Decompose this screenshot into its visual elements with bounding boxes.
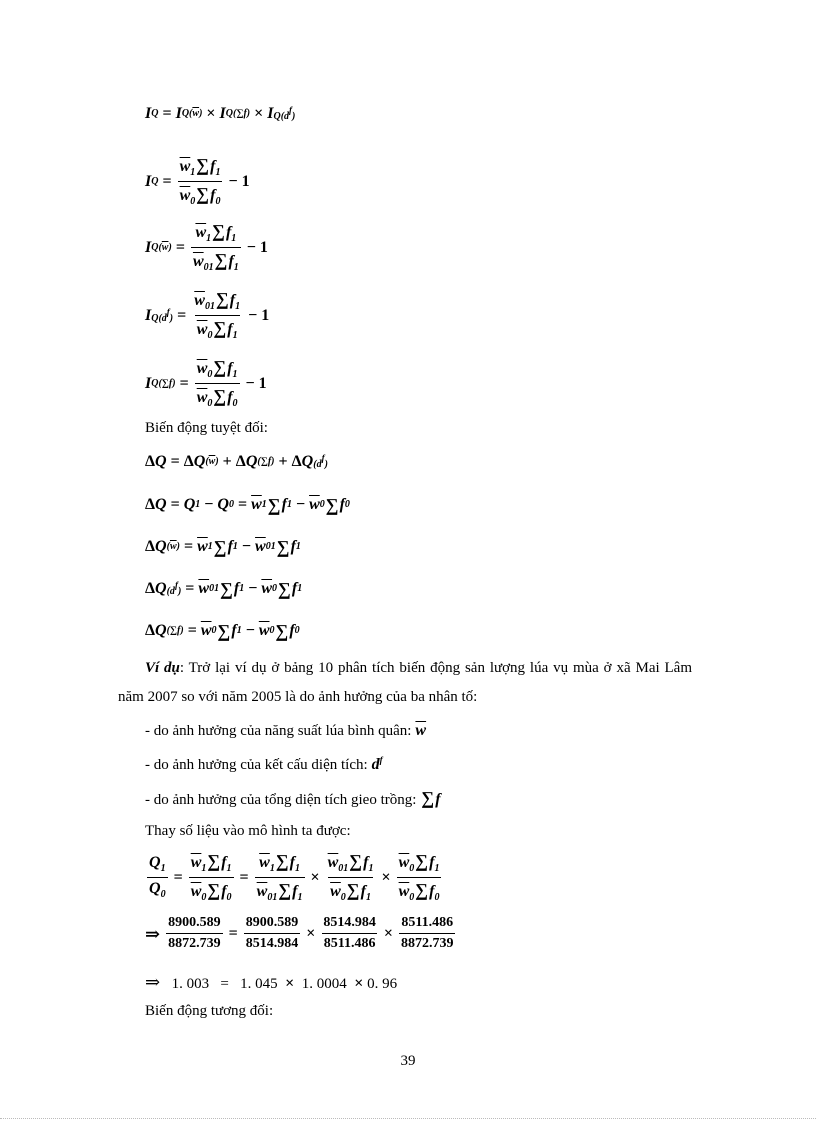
formula-delta-total: Δ Q = Q 1 − Q 0 = $\overline{w}$ 1 ∑ f 1 − $\overline{w}$ 0 ∑ f 0 (145, 495, 350, 515)
heading-absolute-change: Biến động tuyệt đối: (145, 420, 268, 436)
formula-index-area: I Q(∑f) = $\frac{\overline{w}_0\sum f_1}{\overline{w}_0\sum f_0}$ − 1 (145, 357, 267, 409)
formula-delta-decomposition: Δ Q = Δ Q $(\overline{w})$ + Δ Q (∑f) + Δ Q (df) (145, 453, 328, 470)
formula-index-productivity: I $Q(\overline{w})$ = $\frac{\overline{w}_1\sum f_1}{\overline{w}_{01}\sum f_1}$ − 1 (145, 221, 268, 273)
formula-ratio-model: $\frac{Q_1}{Q_0}$ = $\frac{\overline{w}_1\sum f_1}{\overline{w}_0\sum f_0}$ = $\frac{\overline{w}_1\sum f_1}{\overline{w}_{01}\sum f_1}$ × $\frac{\overline{w}_{01}\sum f_1}{\overline{w}_0\sum f_1}$ × $\frac{\overline{w}_0\sum f_1}{\overline{w}_0\sum f_0}$ (149, 851, 440, 903)
page-number: 39 (400, 1053, 416, 1069)
factor-structure-text: - do ảnh hưởng của kết cấu diện tích: (145, 757, 368, 773)
example-paragraph (118, 654, 692, 712)
example-text: : Trở lại ví dụ ở bảng 10 phân tích biến động sản lượng lúa vụ mùa ở xã Mai Lâm năm 2007 so với năm 2005 là do ảnh hưởng của ba nhân tố: (118, 660, 692, 705)
a-value: 8514.984 (244, 933, 301, 951)
formula-delta-area: Δ Q (∑f) = $\overline{w}$ 0 ∑ f 1 − $\overline{w}$ 0 ∑ f 0 (145, 621, 300, 641)
page-divider (0, 1118, 816, 1119)
factor-area: - do ảnh hưởng của tổng diện tích gieo trồng: ∑f (145, 788, 441, 808)
substitute-text: Thay số liệu vào mô hình ta được: (145, 823, 351, 839)
b-value-2: 8511.486 (401, 915, 454, 930)
factor-productivity-text: - do ảnh hưởng của năng suất lúa bình quân: (145, 723, 412, 739)
q0-value-2: 8872.739 (399, 933, 456, 951)
formula-delta-productivity: Δ Q $(\overline{w})$ = $\overline{w}$ 1 ∑ f 1 − $\overline{w}$ 01 ∑ f 1 (145, 537, 301, 557)
formula-index-structure: I Q(df) = $\frac{\overline{w}_{01}\sum f_1}{\overline{w}_0\sum f_1}$ − 1 (145, 289, 270, 341)
example-label: Ví dụ (145, 660, 180, 676)
ratio-productivity: 1. 045 (240, 976, 278, 992)
formula-numeric-fractions: ⇒ $\frac{8900.589}{8872.739}$ = $\frac{8900.589}{8514.984}$ × $\frac{8514.984}{8511.486}$ × $\frac{8511.486}{8872.739}$ (145, 915, 454, 951)
q0-value: 8872.739 (166, 933, 223, 951)
heading-relative-change: Biến động tương đối: (145, 1003, 274, 1019)
q1-value: 8900.589 (168, 915, 221, 930)
factor-structure: - do ảnh hưởng của kết cấu diện tích: $d^f$ (145, 755, 383, 773)
factor-area-text: - do ảnh hưởng của tổng diện tích gieo trồng: (145, 792, 417, 808)
formula-index-decomposition: I Q = I $Q(\overline{w})$ × I Q(∑f) × I Q(df) (145, 105, 296, 122)
a-value-2: 8514.984 (323, 915, 376, 930)
formula-delta-structure: Δ Q (df) = $\overline{w}$ 01 ∑ f 1 − $\overline{w}$ 0 ∑ f 1 (145, 579, 303, 599)
factor-productivity: - do ảnh hưởng của năng suất lúa bình quân: $\overline{w}$ (145, 722, 427, 739)
ratio-structure: 1. 0004 (301, 976, 347, 992)
b-value: 8511.486 (322, 933, 378, 951)
ratio-area: 0. 96 (367, 976, 398, 992)
q1-value-2: 8900.589 (245, 915, 299, 930)
ratio-result: ⇒ 1. 003 = 1. 045 × 1. 0004 × 0. 96 (145, 972, 398, 992)
ratio-total: 1. 003 (171, 976, 210, 992)
formula-index-total: I Q = $\frac{\overline{w}_1\sum f_1}{\overline{w}_0\sum f_0}$ − 1 (145, 155, 250, 207)
